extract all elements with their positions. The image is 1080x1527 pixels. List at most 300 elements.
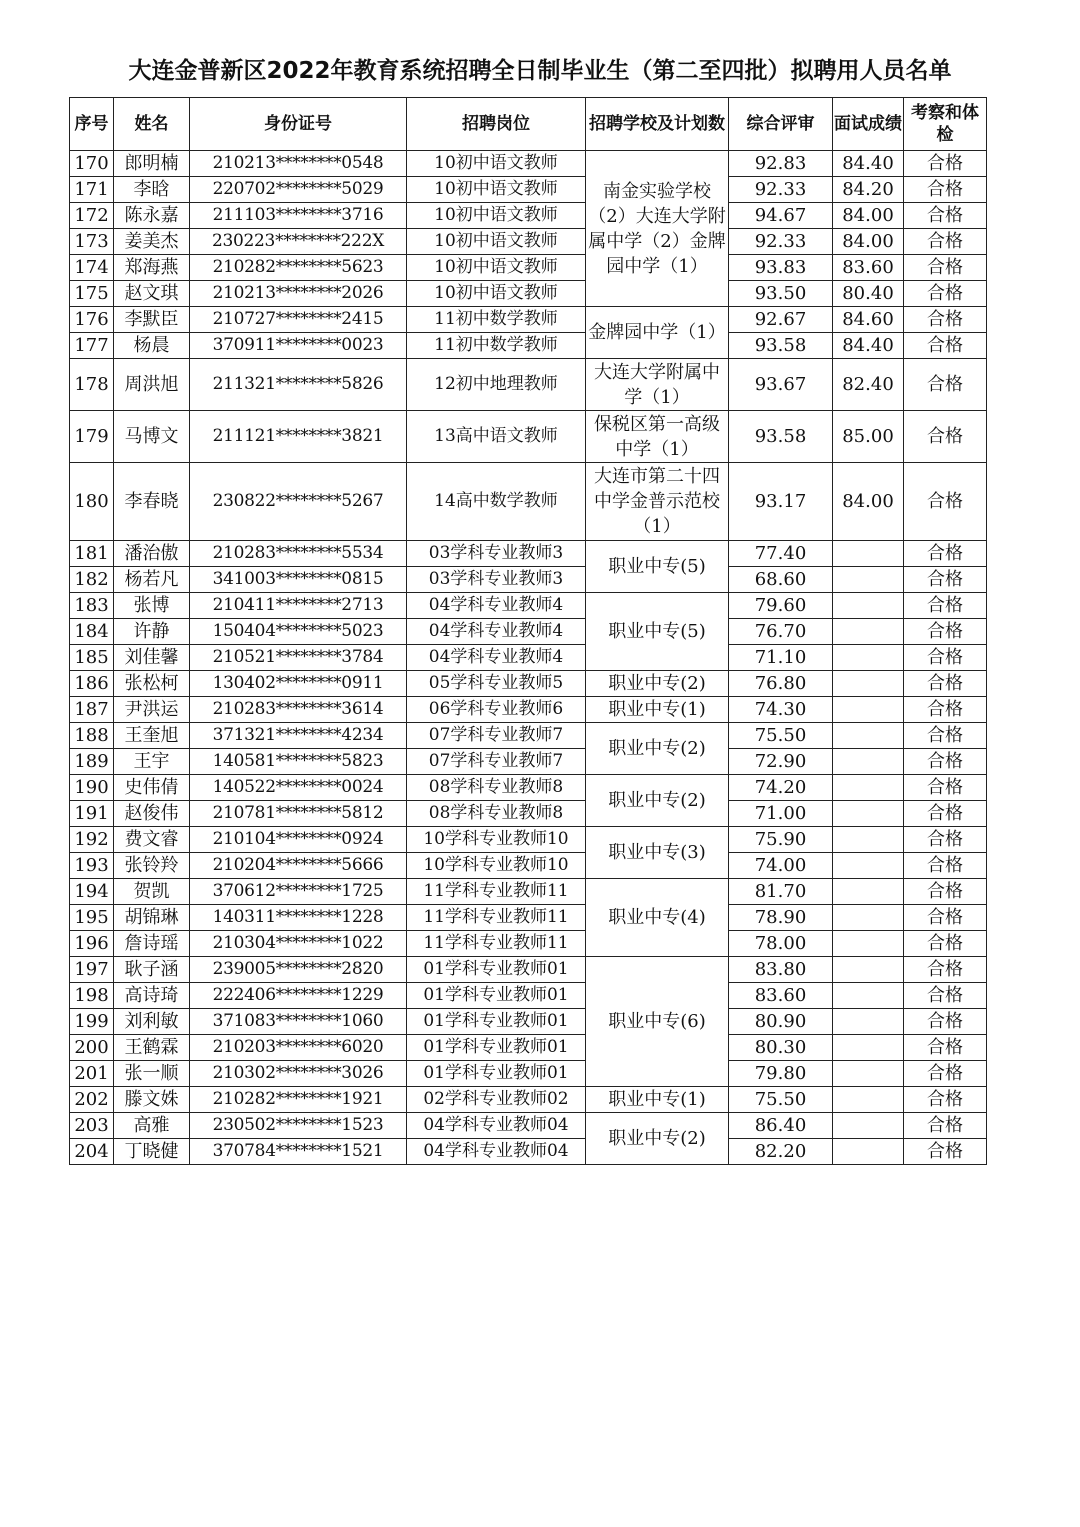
cell-result: 合格 <box>904 879 987 905</box>
cell-school: 职业中专(5) <box>586 593 729 671</box>
cell-review: 92.83 <box>729 151 833 177</box>
cell-position: 11学科专业教师11 <box>407 879 586 905</box>
cell-seq: 196 <box>70 931 114 957</box>
cell-position: 01学科专业教师01 <box>407 957 586 983</box>
cell-review: 93.58 <box>729 411 833 463</box>
cell-position: 11初中数学教师 <box>407 333 586 359</box>
cell-result: 合格 <box>904 203 987 229</box>
cell-interview <box>833 1113 904 1139</box>
cell-seq: 198 <box>70 983 114 1009</box>
cell-seq: 177 <box>70 333 114 359</box>
cell-id: 222406********1229 <box>190 983 407 1009</box>
cell-name: 潘治傲 <box>114 541 190 567</box>
cell-interview: 84.00 <box>833 203 904 229</box>
cell-name: 张一顺 <box>114 1061 190 1087</box>
cell-id: 210302********3026 <box>190 1061 407 1087</box>
cell-position: 04学科专业教师4 <box>407 619 586 645</box>
cell-school: 职业中专(2) <box>586 1113 729 1165</box>
cell-position: 10初中语文教师 <box>407 203 586 229</box>
cell-name: 周洪旭 <box>114 359 190 411</box>
cell-result: 合格 <box>904 333 987 359</box>
cell-interview: 84.60 <box>833 307 904 333</box>
cell-name: 胡锦琳 <box>114 905 190 931</box>
cell-seq: 182 <box>70 567 114 593</box>
cell-interview: 80.40 <box>833 281 904 307</box>
table-row <box>70 619 987 645</box>
cell-review: 78.00 <box>729 931 833 957</box>
cell-id: 210213********2026 <box>190 281 407 307</box>
header-review: 综合评审 <box>729 98 833 151</box>
cell-review: 79.80 <box>729 1061 833 1087</box>
cell-id: 211121********3821 <box>190 411 407 463</box>
cell-id: 210781********5812 <box>190 801 407 827</box>
cell-name: 杨晨 <box>114 333 190 359</box>
cell-position: 08学科专业教师8 <box>407 775 586 801</box>
cell-interview: 84.20 <box>833 177 904 203</box>
table-row <box>70 567 987 593</box>
cell-review: 72.90 <box>729 749 833 775</box>
cell-school: 职业中专(5) <box>586 541 729 593</box>
cell-id: 210282********5623 <box>190 255 407 281</box>
cell-name: 许静 <box>114 619 190 645</box>
cell-id: 371321********4234 <box>190 723 407 749</box>
table-row <box>70 957 987 983</box>
cell-result: 合格 <box>904 905 987 931</box>
header-seq: 序号 <box>70 98 114 151</box>
cell-position: 04学科专业教师04 <box>407 1113 586 1139</box>
cell-result: 合格 <box>904 983 987 1009</box>
cell-interview <box>833 1139 904 1165</box>
cell-review: 93.83 <box>729 255 833 281</box>
cell-id: 210304********1022 <box>190 931 407 957</box>
table-row <box>70 723 987 749</box>
cell-id: 140581********5823 <box>190 749 407 775</box>
cell-name: 刘利敏 <box>114 1009 190 1035</box>
cell-result: 合格 <box>904 723 987 749</box>
table-row <box>70 541 987 567</box>
cell-result: 合格 <box>904 801 987 827</box>
cell-result: 合格 <box>904 1139 987 1165</box>
table-row <box>70 203 987 229</box>
cell-id: 210282********1921 <box>190 1087 407 1113</box>
cell-result: 合格 <box>904 775 987 801</box>
cell-result: 合格 <box>904 1009 987 1035</box>
cell-name: 滕文姝 <box>114 1087 190 1113</box>
cell-seq: 180 <box>70 463 114 541</box>
cell-name: 王奎旭 <box>114 723 190 749</box>
cell-position: 03学科专业教师3 <box>407 541 586 567</box>
table-row <box>70 151 987 177</box>
table-row <box>70 1061 987 1087</box>
cell-name: 詹诗瑶 <box>114 931 190 957</box>
cell-review: 74.30 <box>729 697 833 723</box>
cell-result: 合格 <box>904 1035 987 1061</box>
cell-id: 370612********1725 <box>190 879 407 905</box>
cell-interview <box>833 931 904 957</box>
cell-seq: 172 <box>70 203 114 229</box>
cell-position: 10初中语文教师 <box>407 281 586 307</box>
cell-id: 230822********5267 <box>190 463 407 541</box>
cell-interview <box>833 1061 904 1087</box>
cell-name: 丁晓健 <box>114 1139 190 1165</box>
table-row <box>70 879 987 905</box>
cell-position: 10初中语文教师 <box>407 229 586 255</box>
cell-interview <box>833 801 904 827</box>
cell-id: 370784********1521 <box>190 1139 407 1165</box>
cell-school: 大连市第二十四中学金普示范校（1） <box>586 463 729 541</box>
cell-result: 合格 <box>904 541 987 567</box>
cell-review: 74.00 <box>729 853 833 879</box>
cell-id: 210521********3784 <box>190 645 407 671</box>
cell-seq: 192 <box>70 827 114 853</box>
cell-name: 杨若凡 <box>114 567 190 593</box>
cell-id: 371083********1060 <box>190 1009 407 1035</box>
cell-seq: 199 <box>70 1009 114 1035</box>
cell-school: 职业中专(2) <box>586 671 729 697</box>
cell-interview: 84.00 <box>833 229 904 255</box>
table-row <box>70 775 987 801</box>
cell-id: 150404********5023 <box>190 619 407 645</box>
cell-interview <box>833 1009 904 1035</box>
cell-interview <box>833 957 904 983</box>
cell-seq: 173 <box>70 229 114 255</box>
cell-interview <box>833 671 904 697</box>
cell-position: 01学科专业教师01 <box>407 1035 586 1061</box>
cell-position: 14高中数学教师 <box>407 463 586 541</box>
cell-review: 86.40 <box>729 1113 833 1139</box>
cell-result: 合格 <box>904 853 987 879</box>
cell-position: 10初中语文教师 <box>407 177 586 203</box>
cell-review: 76.80 <box>729 671 833 697</box>
cell-position: 04学科专业教师4 <box>407 645 586 671</box>
table-row <box>70 1113 987 1139</box>
cell-school: 金牌园中学（1） <box>586 307 729 359</box>
table-row <box>70 333 987 359</box>
header-position: 招聘岗位 <box>407 98 586 151</box>
cell-name: 马博文 <box>114 411 190 463</box>
cell-result: 合格 <box>904 411 987 463</box>
cell-id: 210283********3614 <box>190 697 407 723</box>
cell-id: 210411********2713 <box>190 593 407 619</box>
cell-seq: 185 <box>70 645 114 671</box>
cell-school: 南金实验学校（2）大连大学附属中学（2）金牌园中学（1） <box>586 151 729 307</box>
cell-position: 10学科专业教师10 <box>407 827 586 853</box>
cell-review: 93.17 <box>729 463 833 541</box>
cell-position: 01学科专业教师01 <box>407 1061 586 1087</box>
cell-interview: 84.40 <box>833 151 904 177</box>
cell-review: 93.50 <box>729 281 833 307</box>
cell-name: 高雅 <box>114 1113 190 1139</box>
table-row <box>70 229 987 255</box>
cell-school: 职业中专(1) <box>586 697 729 723</box>
cell-id: 230502********1523 <box>190 1113 407 1139</box>
cell-seq: 191 <box>70 801 114 827</box>
cell-position: 10学科专业教师10 <box>407 853 586 879</box>
table-row <box>70 645 987 671</box>
cell-school: 职业中专(2) <box>586 723 729 775</box>
cell-review: 80.90 <box>729 1009 833 1035</box>
cell-id: 130402********0911 <box>190 671 407 697</box>
cell-id: 140311********1228 <box>190 905 407 931</box>
table-row <box>70 827 987 853</box>
cell-position: 03学科专业教师3 <box>407 567 586 593</box>
cell-id: 210283********5534 <box>190 541 407 567</box>
table-row <box>70 1009 987 1035</box>
cell-interview <box>833 645 904 671</box>
cell-seq: 179 <box>70 411 114 463</box>
cell-result: 合格 <box>904 827 987 853</box>
cell-interview: 83.60 <box>833 255 904 281</box>
cell-seq: 184 <box>70 619 114 645</box>
cell-review: 75.50 <box>729 1087 833 1113</box>
cell-name: 赵俊伟 <box>114 801 190 827</box>
cell-interview <box>833 879 904 905</box>
cell-id: 230223********222X <box>190 229 407 255</box>
cell-interview <box>833 567 904 593</box>
cell-name: 李春晓 <box>114 463 190 541</box>
cell-result: 合格 <box>904 931 987 957</box>
cell-result: 合格 <box>904 1061 987 1087</box>
cell-school: 职业中专(1) <box>586 1087 729 1113</box>
cell-interview <box>833 1035 904 1061</box>
cell-name: 费文睿 <box>114 827 190 853</box>
cell-school: 职业中专(2) <box>586 775 729 827</box>
table-row <box>70 1139 987 1165</box>
cell-result: 合格 <box>904 671 987 697</box>
cell-id: 210727********2415 <box>190 307 407 333</box>
cell-id: 211321********5826 <box>190 359 407 411</box>
cell-name: 刘佳馨 <box>114 645 190 671</box>
cell-name: 赵文琪 <box>114 281 190 307</box>
table-row <box>70 697 987 723</box>
cell-seq: 203 <box>70 1113 114 1139</box>
cell-review: 78.90 <box>729 905 833 931</box>
table-row <box>70 281 987 307</box>
cell-position: 04学科专业教师04 <box>407 1139 586 1165</box>
header-school: 招聘学校及计划数 <box>586 98 729 151</box>
cell-position: 04学科专业教师4 <box>407 593 586 619</box>
table-row <box>70 671 987 697</box>
cell-seq: 175 <box>70 281 114 307</box>
cell-name: 张博 <box>114 593 190 619</box>
cell-name: 耿子涵 <box>114 957 190 983</box>
cell-position: 07学科专业教师7 <box>407 749 586 775</box>
cell-position: 08学科专业教师8 <box>407 801 586 827</box>
cell-seq: 178 <box>70 359 114 411</box>
cell-interview <box>833 723 904 749</box>
cell-name: 李晗 <box>114 177 190 203</box>
cell-result: 合格 <box>904 229 987 255</box>
cell-result: 合格 <box>904 151 987 177</box>
cell-interview <box>833 905 904 931</box>
cell-review: 80.30 <box>729 1035 833 1061</box>
cell-result: 合格 <box>904 177 987 203</box>
cell-seq: 183 <box>70 593 114 619</box>
table-row <box>70 177 987 203</box>
cell-position: 11学科专业教师11 <box>407 905 586 931</box>
cell-seq: 204 <box>70 1139 114 1165</box>
table-row <box>70 359 987 411</box>
cell-position: 05学科专业教师5 <box>407 671 586 697</box>
table-row <box>70 983 987 1009</box>
cell-position: 01学科专业教师01 <box>407 1009 586 1035</box>
cell-position: 02学科专业教师02 <box>407 1087 586 1113</box>
header-row <box>70 98 987 151</box>
cell-name: 李默臣 <box>114 307 190 333</box>
cell-name: 姜美杰 <box>114 229 190 255</box>
cell-position: 12初中地理教师 <box>407 359 586 411</box>
cell-interview <box>833 775 904 801</box>
cell-id: 220702********5029 <box>190 177 407 203</box>
cell-id: 210203********6020 <box>190 1035 407 1061</box>
table-body <box>70 151 987 1165</box>
table-row <box>70 463 987 541</box>
cell-position: 10初中语文教师 <box>407 151 586 177</box>
cell-position: 11初中数学教师 <box>407 307 586 333</box>
cell-result: 合格 <box>904 281 987 307</box>
cell-interview <box>833 1087 904 1113</box>
cell-review: 93.67 <box>729 359 833 411</box>
cell-school: 大连大学附属中学（1） <box>586 359 729 411</box>
cell-name: 王鹤霖 <box>114 1035 190 1061</box>
cell-review: 83.80 <box>729 957 833 983</box>
cell-result: 合格 <box>904 697 987 723</box>
cell-result: 合格 <box>904 593 987 619</box>
cell-id: 210104********0924 <box>190 827 407 853</box>
cell-result: 合格 <box>904 619 987 645</box>
cell-interview <box>833 697 904 723</box>
cell-seq: 181 <box>70 541 114 567</box>
table-row <box>70 411 987 463</box>
header-result: 考察和体检 <box>904 98 987 151</box>
cell-seq: 201 <box>70 1061 114 1087</box>
cell-id: 211103********3716 <box>190 203 407 229</box>
cell-seq: 176 <box>70 307 114 333</box>
cell-name: 高诗琦 <box>114 983 190 1009</box>
cell-name: 陈永嘉 <box>114 203 190 229</box>
table-row <box>70 853 987 879</box>
table-row <box>70 1087 987 1113</box>
cell-seq: 174 <box>70 255 114 281</box>
table-row <box>70 593 987 619</box>
cell-id: 370911********0023 <box>190 333 407 359</box>
table-row <box>70 749 987 775</box>
cell-position: 07学科专业教师7 <box>407 723 586 749</box>
cell-interview <box>833 853 904 879</box>
cell-result: 合格 <box>904 567 987 593</box>
cell-school: 职业中专(4) <box>586 879 729 957</box>
cell-review: 71.00 <box>729 801 833 827</box>
cell-result: 合格 <box>904 255 987 281</box>
table-row <box>70 905 987 931</box>
cell-interview: 82.40 <box>833 359 904 411</box>
cell-result: 合格 <box>904 307 987 333</box>
cell-review: 75.90 <box>729 827 833 853</box>
cell-review: 71.10 <box>729 645 833 671</box>
header-name: 姓名 <box>114 98 190 151</box>
cell-interview <box>833 749 904 775</box>
cell-review: 92.33 <box>729 177 833 203</box>
cell-result: 合格 <box>904 1113 987 1139</box>
cell-review: 76.70 <box>729 619 833 645</box>
cell-position: 13高中语文教师 <box>407 411 586 463</box>
cell-id: 210204********5666 <box>190 853 407 879</box>
cell-name: 张铃羚 <box>114 853 190 879</box>
cell-review: 92.67 <box>729 307 833 333</box>
cell-position: 10初中语文教师 <box>407 255 586 281</box>
page-title: 大连金普新区2022年教育系统招聘全日制毕业生（第二至四批）拟聘用人员名单 <box>128 58 952 84</box>
cell-review: 94.67 <box>729 203 833 229</box>
cell-seq: 170 <box>70 151 114 177</box>
cell-seq: 200 <box>70 1035 114 1061</box>
cell-review: 92.33 <box>729 229 833 255</box>
cell-name: 贺凯 <box>114 879 190 905</box>
cell-seq: 194 <box>70 879 114 905</box>
cell-result: 合格 <box>904 463 987 541</box>
cell-review: 83.60 <box>729 983 833 1009</box>
cell-review: 77.40 <box>729 541 833 567</box>
cell-seq: 187 <box>70 697 114 723</box>
cell-interview <box>833 983 904 1009</box>
header-id: 身份证号 <box>190 98 407 151</box>
cell-interview <box>833 827 904 853</box>
cell-interview <box>833 619 904 645</box>
cell-seq: 189 <box>70 749 114 775</box>
table-row <box>70 307 987 333</box>
cell-result: 合格 <box>904 957 987 983</box>
cell-seq: 190 <box>70 775 114 801</box>
cell-name: 王宇 <box>114 749 190 775</box>
cell-result: 合格 <box>904 645 987 671</box>
cell-position: 06学科专业教师6 <box>407 697 586 723</box>
cell-position: 11学科专业教师11 <box>407 931 586 957</box>
cell-name: 尹洪运 <box>114 697 190 723</box>
table-row <box>70 255 987 281</box>
cell-review: 79.60 <box>729 593 833 619</box>
cell-seq: 195 <box>70 905 114 931</box>
cell-review: 68.60 <box>729 567 833 593</box>
cell-review: 74.20 <box>729 775 833 801</box>
cell-review: 75.50 <box>729 723 833 749</box>
cell-school: 保税区第一高级中学（1） <box>586 411 729 463</box>
cell-interview: 84.40 <box>833 333 904 359</box>
table-row <box>70 1035 987 1061</box>
header-interview: 面试成绩 <box>833 98 904 151</box>
cell-result: 合格 <box>904 1087 987 1113</box>
cell-interview <box>833 593 904 619</box>
cell-id: 210213********0548 <box>190 151 407 177</box>
cell-id: 239005********2820 <box>190 957 407 983</box>
cell-seq: 171 <box>70 177 114 203</box>
cell-review: 93.58 <box>729 333 833 359</box>
table-row <box>70 931 987 957</box>
cell-position: 01学科专业教师01 <box>407 983 586 1009</box>
cell-interview <box>833 541 904 567</box>
cell-seq: 188 <box>70 723 114 749</box>
cell-school: 职业中专(6) <box>586 957 729 1087</box>
cell-name: 郎明楠 <box>114 151 190 177</box>
cell-name: 史伟倩 <box>114 775 190 801</box>
cell-name: 郑海燕 <box>114 255 190 281</box>
cell-result: 合格 <box>904 359 987 411</box>
cell-name: 张松柯 <box>114 671 190 697</box>
cell-interview: 85.00 <box>833 411 904 463</box>
cell-school: 职业中专(3) <box>586 827 729 879</box>
cell-seq: 193 <box>70 853 114 879</box>
candidate-table <box>69 97 987 1165</box>
cell-id: 140522********0024 <box>190 775 407 801</box>
cell-result: 合格 <box>904 749 987 775</box>
